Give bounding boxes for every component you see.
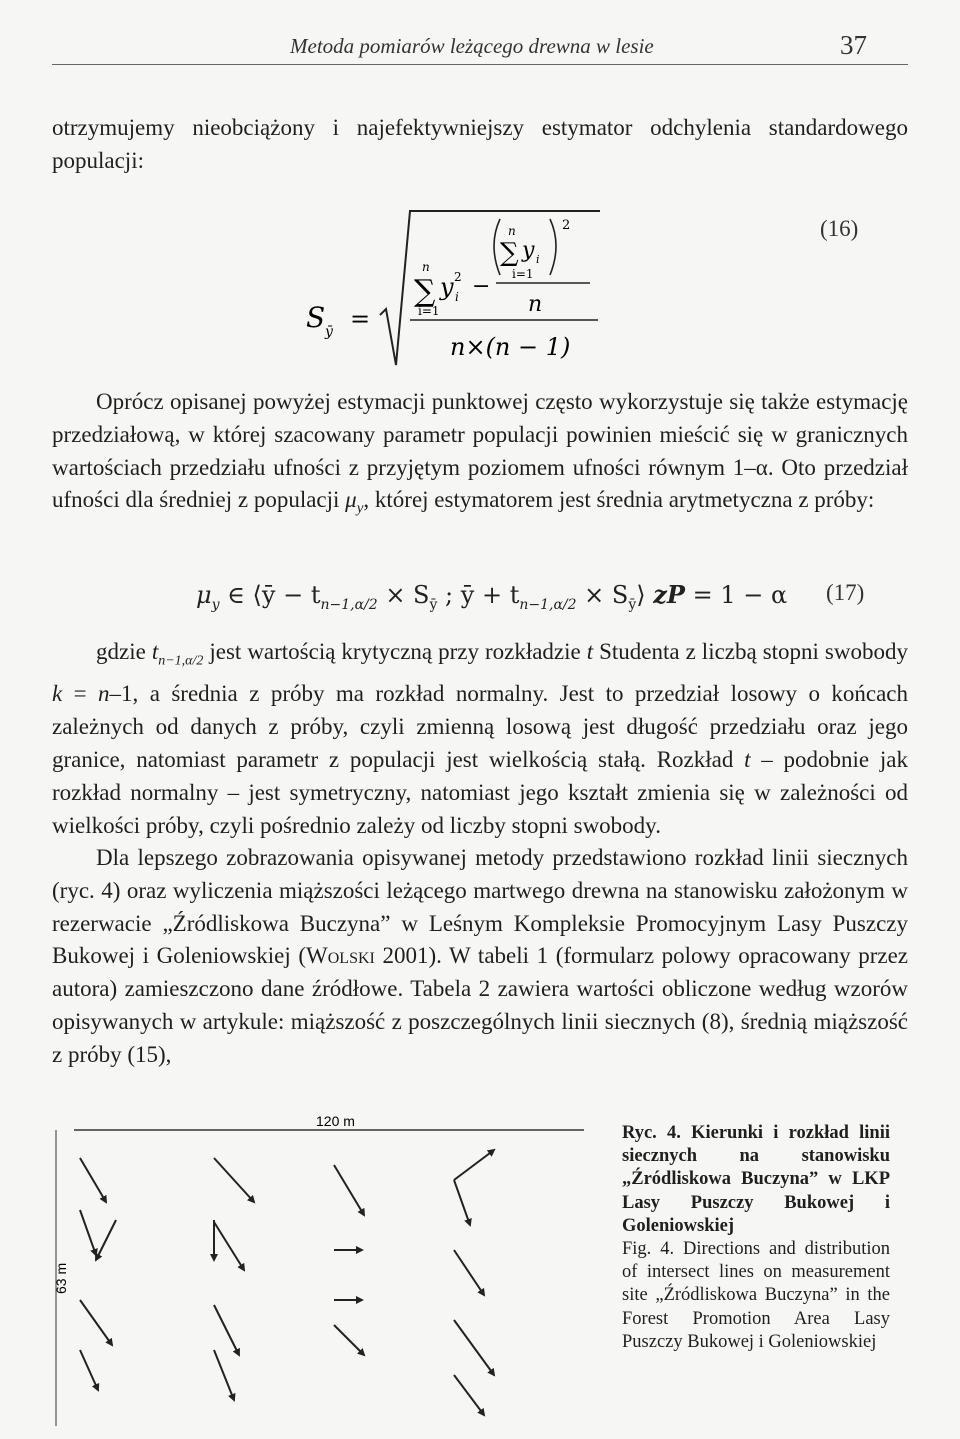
- p4-a: Dla lepszego zobrazowania opisywanej metody przedstawiono rozkład linii siecznych (ryc. 4) oraz wyliczenia miąższości leżącego martwego drewna na stanowisku założonym w rezerwacie „Źródliskowa Buczyna” w Leśnym Kompleksie Promocyjnym Lasy Puszczy Bukowej i Goleniowskiej (: [52, 845, 908, 969]
- eq16-right-paren: [550, 219, 556, 275]
- intersect-line: [96, 1220, 116, 1260]
- eq16-denominator: n×(n − 1): [450, 333, 571, 361]
- intersect-line: [454, 1180, 470, 1225]
- eq16-equals: =: [350, 305, 371, 333]
- eq16-sum2-y: y: [522, 238, 535, 263]
- paragraph-intro: otrzymujemy nieobciążony i najefektywniejszy estymator odchylenia standardowego populacji:: [52, 115, 908, 173]
- eq16-outer-exp: 2: [562, 218, 571, 233]
- intersect-line: [454, 1250, 484, 1295]
- p3-t-sub: n−1,α/2: [158, 653, 204, 669]
- intersect-line: [454, 1150, 494, 1180]
- figure-intersect-lines: [44, 1110, 604, 1430]
- intersect-line: [214, 1158, 254, 1202]
- p3-t3: t: [744, 746, 751, 772]
- eq16-sum2-sign: ∑: [500, 238, 519, 268]
- p4-author: Wolski: [306, 943, 375, 969]
- eq17-s-sub1: ȳ: [429, 596, 438, 613]
- eq16-y-sub: i: [455, 290, 459, 304]
- p3-b: jest wartością krytyczną przy rozkładzie: [203, 639, 587, 664]
- intersect-line: [214, 1305, 239, 1355]
- paragraph-example: [52, 842, 908, 1072]
- eq16-lhs: S: [306, 301, 326, 334]
- intersect-line: [214, 1350, 234, 1400]
- intersect-line: [454, 1320, 494, 1375]
- eq17-mid3: × S: [576, 581, 629, 609]
- intersect-line: [334, 1325, 364, 1355]
- p2-text-b: , której estymatorem jest średnia arytmetyczna z próby:: [363, 487, 875, 513]
- p2-mu: μ: [345, 487, 357, 513]
- eq17-t-sub1: n−1,α/2: [320, 596, 378, 613]
- eq17-zp: zP: [653, 580, 685, 609]
- eq17-t-sub2: n−1,α/2: [519, 596, 577, 613]
- p2-mu-sub: y: [356, 500, 364, 517]
- figure-width-label: 120 m: [316, 1113, 355, 1129]
- p3-d: =: [62, 681, 99, 707]
- eq16-sum1-lower: i=1: [418, 304, 440, 318]
- running-header: Metoda pomiarów leżącego drewna w lesie: [290, 34, 654, 58]
- page-number: 37: [840, 30, 867, 60]
- p3-n: n: [98, 681, 110, 707]
- p3-f: – podobnie jak rozkład normalny – jest symetryczny, natomiast jego kształt zmienia się w zależności od wielkości próby, czyli pośrednio zależy od liczby stopni swobody.: [52, 746, 908, 838]
- eq16-y-term: y: [440, 273, 454, 301]
- p3-e: –1, a średnia z próby ma rozkład normalny. Jest to przedział losowy o końcach zależnych od danych z próby, czyli zmienną losową jest długość przedziału oraz jego granice, natomiast parametr z populacji jest wielkością stałą. Rozkład: [52, 681, 908, 772]
- p2-text-a: Oprócz opisanej powyżej estymacji punktowej często wykorzystuje się także estymację przedziałową, w której szacowany parametr populacji powinien mieścić się w granicznych wartościach przedziału ufności z przyjętym poziomem ufności równym 1–α. Oto przedział ufności dla średniej z populacji: [52, 389, 908, 513]
- eq17-in: ∈ ⟨ȳ − t: [219, 581, 321, 609]
- p3-t2: t: [586, 639, 594, 664]
- paragraph-student: [52, 636, 908, 842]
- figure-height-label: 63 m: [53, 1262, 69, 1294]
- caption-polish: Ryc. 4. Kierunki i rozkład linii siecznych na stanowisku „Źródliskowa Buczyna” w LKP Lasy Puszczy Bukowej i Goleniowskiej: [622, 1123, 890, 1236]
- eq17-mu-sub: y: [211, 596, 220, 613]
- eq17-s-sub2: ȳ: [628, 596, 637, 613]
- p4-b: 2001). W tabeli 1 (formularz polowy opracowany przez autora) zamieszczono dane źródłowe. Tabela 2 zawiera wartości obliczone według wzorów opisywanych w artykule: miąższość z poszczególnych linii siecznych (8), średnią miąższość z próby (15),: [52, 943, 908, 1067]
- equation-16-label: (16): [820, 216, 859, 241]
- equation-17: [196, 580, 787, 613]
- header-rule: [52, 64, 908, 65]
- eq16-sum1-upper: n: [422, 260, 430, 274]
- p3-k: k: [52, 681, 63, 707]
- eq16-sum2-lower: i=1: [512, 267, 534, 281]
- p3-a: gdzie: [96, 639, 152, 664]
- eq16-lhs-sub: ȳ: [325, 324, 333, 340]
- paragraph-estimation: [52, 386, 908, 526]
- eq16-sum2-upper: n: [508, 224, 516, 238]
- intersect-line: [214, 1222, 244, 1270]
- eq16-sum2-sub: i: [536, 253, 540, 266]
- p3-t: t: [151, 639, 159, 664]
- eq16-sum1-sign: ∑: [414, 274, 436, 309]
- intersect-line: [454, 1375, 484, 1415]
- caption-english: Fig. 4. Directions and distribution of intersect lines on measurement site „Źródliskowa Buczyna” in the Forest Promotion Area Lasy Puszczy Bukowej i Goleniowskiej: [622, 1239, 890, 1352]
- intersect-line: [80, 1350, 98, 1390]
- equation-16: [300, 205, 620, 385]
- intersect-line: [80, 1210, 96, 1255]
- equation-17-label: (17): [826, 580, 865, 605]
- intersect-line: [80, 1300, 112, 1345]
- eq16-minus: −: [472, 274, 491, 299]
- eq16-inner-den: n: [528, 292, 543, 317]
- eq17-rhs: = 1 − α: [684, 581, 788, 609]
- intersect-line: [80, 1158, 106, 1202]
- eq17-mu: μ: [196, 581, 212, 609]
- intersect-line: [334, 1165, 364, 1215]
- eq17-mid1: × S: [377, 581, 430, 609]
- eq17-close: ⟩: [636, 581, 654, 609]
- eq16-y-sup: 2: [454, 270, 462, 284]
- figure-caption: [622, 1122, 890, 1354]
- p3-c: Studenta z liczbą stopni swobody: [593, 639, 908, 664]
- eq17-mid2: ; ȳ + t: [437, 581, 520, 609]
